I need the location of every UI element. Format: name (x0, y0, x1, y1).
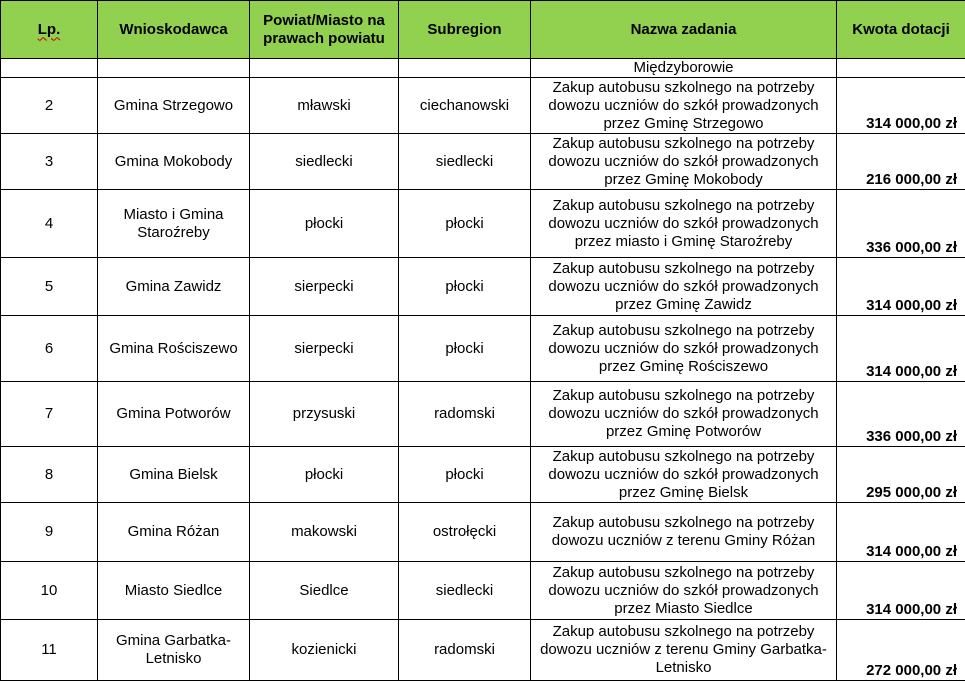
cell-lp: 8 (1, 447, 98, 503)
cell-lp: 10 (1, 562, 98, 620)
cell-powiat: kozienicki (250, 620, 399, 681)
cell-subregion: radomski (399, 620, 531, 681)
cell-wnioskodawca: Gmina Garbatka-Letnisko (98, 620, 250, 681)
cell-powiat: Siedlce (250, 562, 399, 620)
cell-zadanie: Zakup autobusu szkolnego na potrzeby dowozu uczniów do szkół prowadzonych przez miasto i Gminę Staroźreby (531, 190, 837, 258)
header-kwota: Kwota dotacji (837, 1, 965, 59)
cell-kwota: 314 000,00 zł (837, 258, 965, 316)
cell-subregion: siedlecki (399, 134, 531, 190)
cell-lp: 11 (1, 620, 98, 681)
cell-wnioskodawca (98, 59, 250, 78)
cell-kwota: 336 000,00 zł (837, 190, 965, 258)
table-row (1, 562, 965, 620)
cell-wnioskodawca: Gmina Potworów (98, 382, 250, 447)
table-row (1, 134, 965, 190)
cell-subregion: radomski (399, 382, 531, 447)
cell-kwota: 216 000,00 zł (837, 134, 965, 190)
header-lp (1, 1, 98, 59)
cell-lp: 9 (1, 503, 98, 562)
cell-kwota: 314 000,00 zł (837, 78, 965, 134)
cell-powiat: sierpecki (250, 316, 399, 382)
table-row (1, 78, 965, 134)
cell-powiat: mławski (250, 78, 399, 134)
header-zadanie: Nazwa zadania (531, 1, 837, 59)
cell-kwota: 272 000,00 zł (837, 620, 965, 681)
header-lp-label: Lp. (37, 20, 61, 38)
cell-zadanie: Zakup autobusu szkolnego na potrzeby dowozu uczniów z terenu Gminy Różan (531, 503, 837, 562)
table-row (1, 447, 965, 503)
table-row (1, 503, 965, 562)
cell-zadanie: Zakup autobusu szkolnego na potrzeby dowozu uczniów do szkół prowadzonych przez Gminę Zawidz (531, 258, 837, 316)
header-subregion: Subregion (399, 1, 531, 59)
cell-kwota: 314 000,00 zł (837, 503, 965, 562)
cell-zadanie: Zakup autobusu szkolnego na potrzeby dowozu uczniów do szkół prowadzonych przez Gminę Bielsk (531, 447, 837, 503)
cell-wnioskodawca: Gmina Rościszewo (98, 316, 250, 382)
cell-zadanie: Międzyborowie (531, 59, 837, 78)
cell-subregion: ciechanowski (399, 78, 531, 134)
cell-zadanie: Zakup autobusu szkolnego na potrzeby dowozu uczniów do szkół prowadzonych przez Gminę Rościszewo (531, 316, 837, 382)
cell-powiat: płocki (250, 447, 399, 503)
cell-wnioskodawca: Gmina Bielsk (98, 447, 250, 503)
cell-lp: 7 (1, 382, 98, 447)
cell-powiat: makowski (250, 503, 399, 562)
cell-zadanie: Zakup autobusu szkolnego na potrzeby dowozu uczniów do szkół prowadzonych przez Gminę Mokobody (531, 134, 837, 190)
table-row (1, 258, 965, 316)
cell-subregion (399, 59, 531, 78)
cell-lp: 3 (1, 134, 98, 190)
cell-powiat (250, 59, 399, 78)
cell-subregion: płocki (399, 316, 531, 382)
cell-powiat: sierpecki (250, 258, 399, 316)
cell-kwota: 314 000,00 zł (837, 562, 965, 620)
cell-wnioskodawca: Gmina Zawidz (98, 258, 250, 316)
cell-subregion: płocki (399, 190, 531, 258)
cell-subregion: płocki (399, 258, 531, 316)
table-row (1, 382, 965, 447)
cell-zadanie: Zakup autobusu szkolnego na potrzeby dowozu uczniów do szkół prowadzonych przez Gminę Potworów (531, 382, 837, 447)
table-row-partial (1, 59, 965, 78)
cell-kwota: 336 000,00 zł (837, 382, 965, 447)
cell-lp (1, 59, 98, 78)
cell-wnioskodawca: Miasto Siedlce (98, 562, 250, 620)
cell-zadanie: Zakup autobusu szkolnego na potrzeby dowozu uczniów do szkół prowadzonych przez Gminę Strzegowo (531, 78, 837, 134)
cell-wnioskodawca: Gmina Mokobody (98, 134, 250, 190)
cell-wnioskodawca: Gmina Strzegowo (98, 78, 250, 134)
cell-subregion: ostrołęcki (399, 503, 531, 562)
cell-lp: 2 (1, 78, 98, 134)
cell-kwota: 314 000,00 zł (837, 316, 965, 382)
cell-powiat: siedlecki (250, 134, 399, 190)
cell-zadanie: Zakup autobusu szkolnego na potrzeby dowozu uczniów z terenu Gminy Garbatka-Letnisko (531, 620, 837, 681)
cell-powiat: przysuski (250, 382, 399, 447)
header-wnioskodawca: Wnioskodawca (98, 1, 250, 59)
cell-wnioskodawca: Miasto i Gmina Staroźreby (98, 190, 250, 258)
cell-lp: 4 (1, 190, 98, 258)
header-row (1, 1, 965, 59)
cell-kwota (837, 59, 965, 78)
cell-zadanie: Zakup autobusu szkolnego na potrzeby dowozu uczniów do szkół prowadzonych przez Miasto Siedlce (531, 562, 837, 620)
header-powiat: Powiat/Miasto na prawach powiatu (250, 1, 399, 59)
cell-subregion: siedlecki (399, 562, 531, 620)
table-row (1, 620, 965, 681)
cell-lp: 6 (1, 316, 98, 382)
cell-lp: 5 (1, 258, 98, 316)
cell-wnioskodawca: Gmina Różan (98, 503, 250, 562)
table-row (1, 190, 965, 258)
cell-subregion: płocki (399, 447, 531, 503)
table-row (1, 316, 965, 382)
cell-powiat: płocki (250, 190, 399, 258)
cell-kwota: 295 000,00 zł (837, 447, 965, 503)
